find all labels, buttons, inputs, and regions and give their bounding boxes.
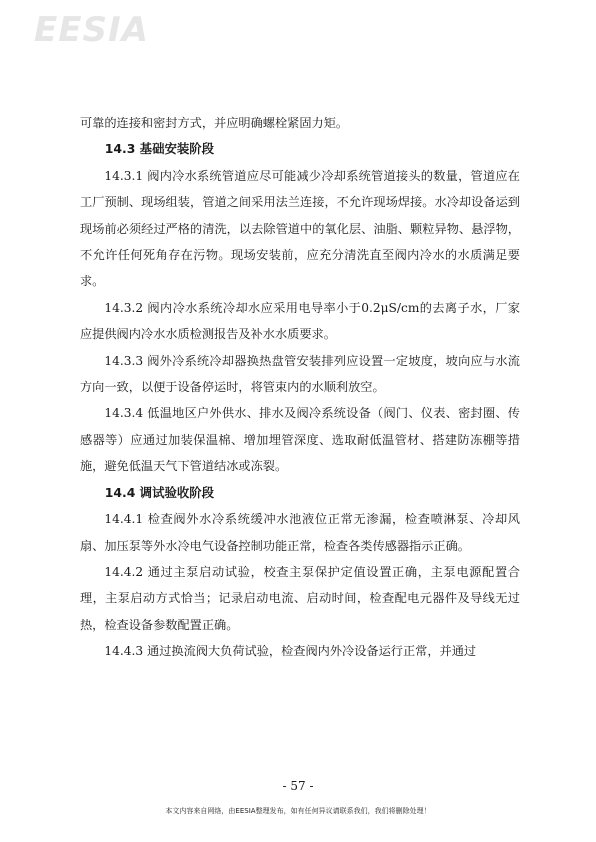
page-number: - 57 - (282, 779, 314, 793)
paragraph-14-3-4: 14.3.4 低温地区户外供水、排水及阀冷系统设备（阀门、仪表、密封圈、传感器等）应通过加装保温棉、增加埋管深度、选取耐低温管材、搭建防冻棚等措施，避免低温天气下管道结冰或冻裂。 (80, 406, 520, 474)
watermark-logo: EESIA (34, 10, 149, 50)
paragraph-continuation: 可靠的连接和密封方式，并应明确螺栓紧固力矩。 (80, 116, 349, 130)
paragraph-14-3-3: 14.3.3 阀外冷系统冷却器换热盘管安装排列应设置一定坡度，坡向应与水流方向一致，以便于设备停运时，将管束内的水顺利放空。 (80, 353, 520, 395)
paragraph-14-4-3: 14.4.3 通过换流阀大负荷试验，检查阀内外冷设备运行正常，并通过 (104, 644, 477, 659)
section-heading-14-3: 14.3 基础安装阶段 (104, 141, 215, 157)
paragraph-14-3-1: 14.3.1 阀内冷水系统管道应尽可能减少冷却系统管道接头的数量，管道应在工厂预制、现场组装，管道之间采用法兰连接，不允许现场焊接。水冷却设备运到现场前必须经过严格的清洗，以去除管道中的氧化层、油脂、颗粒异物、悬浮物，不允许任何死角存在污物。现场安装前，应充分清洗直至阀内冷水的水质满足要求。 (80, 168, 520, 289)
paragraph-14-4-1: 14.4.1 检查阀外水冷系统缓冲水池液位正常无渗漏，检查喷淋泵、冷却风扇、加压泵等外水冷电气设备控制功能正常，检查各类传感器指示正确。 (80, 512, 520, 553)
footer-notice: 本文内容来自网络，由EESIA整理发布，如有任何异议请联系我们，我们将删除处理！ (165, 807, 431, 815)
section-heading-14-4: 14.4 调试验收阶段 (104, 484, 215, 500)
document-body (80, 110, 520, 665)
paragraph-14-4-2: 14.4.2 通过主泵启动试验，校查主泵保护定值设置正确，主泵电源配置合理，主泵启动方式恰当；记录启动电流、启动时间，检查配电元器件及导线无过热，检查设备参数配置正确。 (80, 564, 520, 632)
paragraph-14-3-2: 14.3.2 阀内冷水系统冷却水应采用电导率小于0.2μS/cm的去离子水，厂家应提供阀内冷水水质检测报告及补水水质要求。 (80, 300, 520, 342)
